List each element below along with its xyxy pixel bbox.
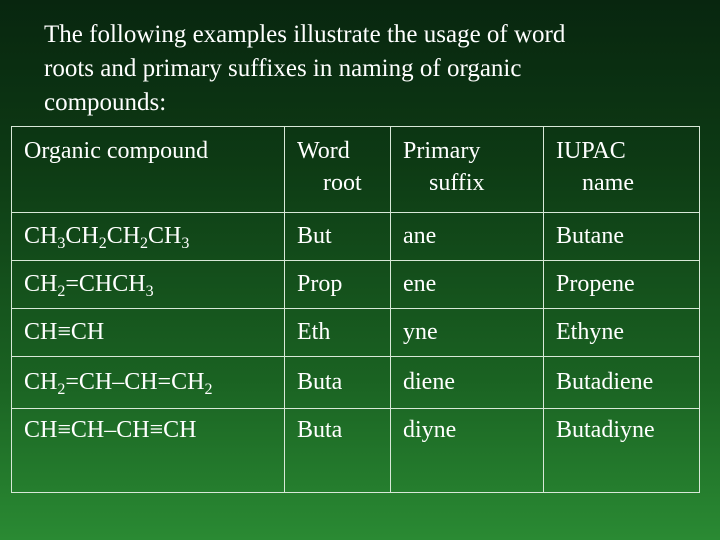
iupac-name-cell: Ethyne [544,309,700,357]
formula-text: CH≡CH–CH≡CH [24,417,197,443]
word-root-cell: Buta [285,409,391,493]
word-root-cell: Buta [285,357,391,409]
formula-subscript: 3 [145,283,154,300]
formula-text: CH [24,271,58,297]
intro-line-2: roots and primary suffixes in naming of organic [44,55,522,82]
suffix-cell: yne [391,309,544,357]
table-row [12,357,700,409]
header-row [12,127,700,213]
header-organic-compound: Organic compound [12,127,285,213]
formula-cell [12,309,285,357]
table-row [12,309,700,357]
formula-text: =CH–CH=CH [65,369,205,395]
intro-line-1: The following examples illustrate the usage of word [44,21,566,48]
formula-subscript: 2 [140,235,149,252]
formula-text: =CHCH [65,271,146,297]
suffix-cell: diyne [391,409,544,493]
formula-subscript: 2 [204,381,213,398]
formula-subscript: 2 [98,235,107,252]
formula-subscript: 3 [181,235,190,252]
header-iupac-name: IUPAC name [544,127,700,213]
formula-text: CH≡CH [24,319,105,345]
suffix-cell: ene [391,261,544,309]
formula-cell [12,261,285,309]
formula-text: CH [24,369,58,395]
formula-cell [12,357,285,409]
suffix-cell: ane [391,213,544,261]
table-row [12,409,700,493]
header-primary-suffix: Primary suffix [391,127,544,213]
table-row [12,213,700,261]
intro-line-3: compounds: [44,89,167,116]
suffix-cell: diene [391,357,544,409]
naming-table [11,126,700,493]
formula-subscript: 2 [57,283,66,300]
intro-text [44,18,684,120]
iupac-name-cell: Butadiene [544,357,700,409]
table-row [12,261,700,309]
formula-text: CH [24,223,58,249]
iupac-name-cell: Butane [544,213,700,261]
header-word-root: Word root [285,127,391,213]
iupac-name-cell: Butadiyne [544,409,700,493]
formula-cell [12,409,285,493]
formula-subscript: 3 [57,235,66,252]
formula-text: CH [148,223,182,249]
formula-text: CH [106,223,141,249]
word-root-cell: Eth [285,309,391,357]
formula-text: CH [65,223,99,249]
formula-cell [12,213,285,261]
formula-subscript: 2 [57,381,66,398]
iupac-name-cell: Propene [544,261,700,309]
word-root-cell: Prop [285,261,391,309]
word-root-cell: But [285,213,391,261]
